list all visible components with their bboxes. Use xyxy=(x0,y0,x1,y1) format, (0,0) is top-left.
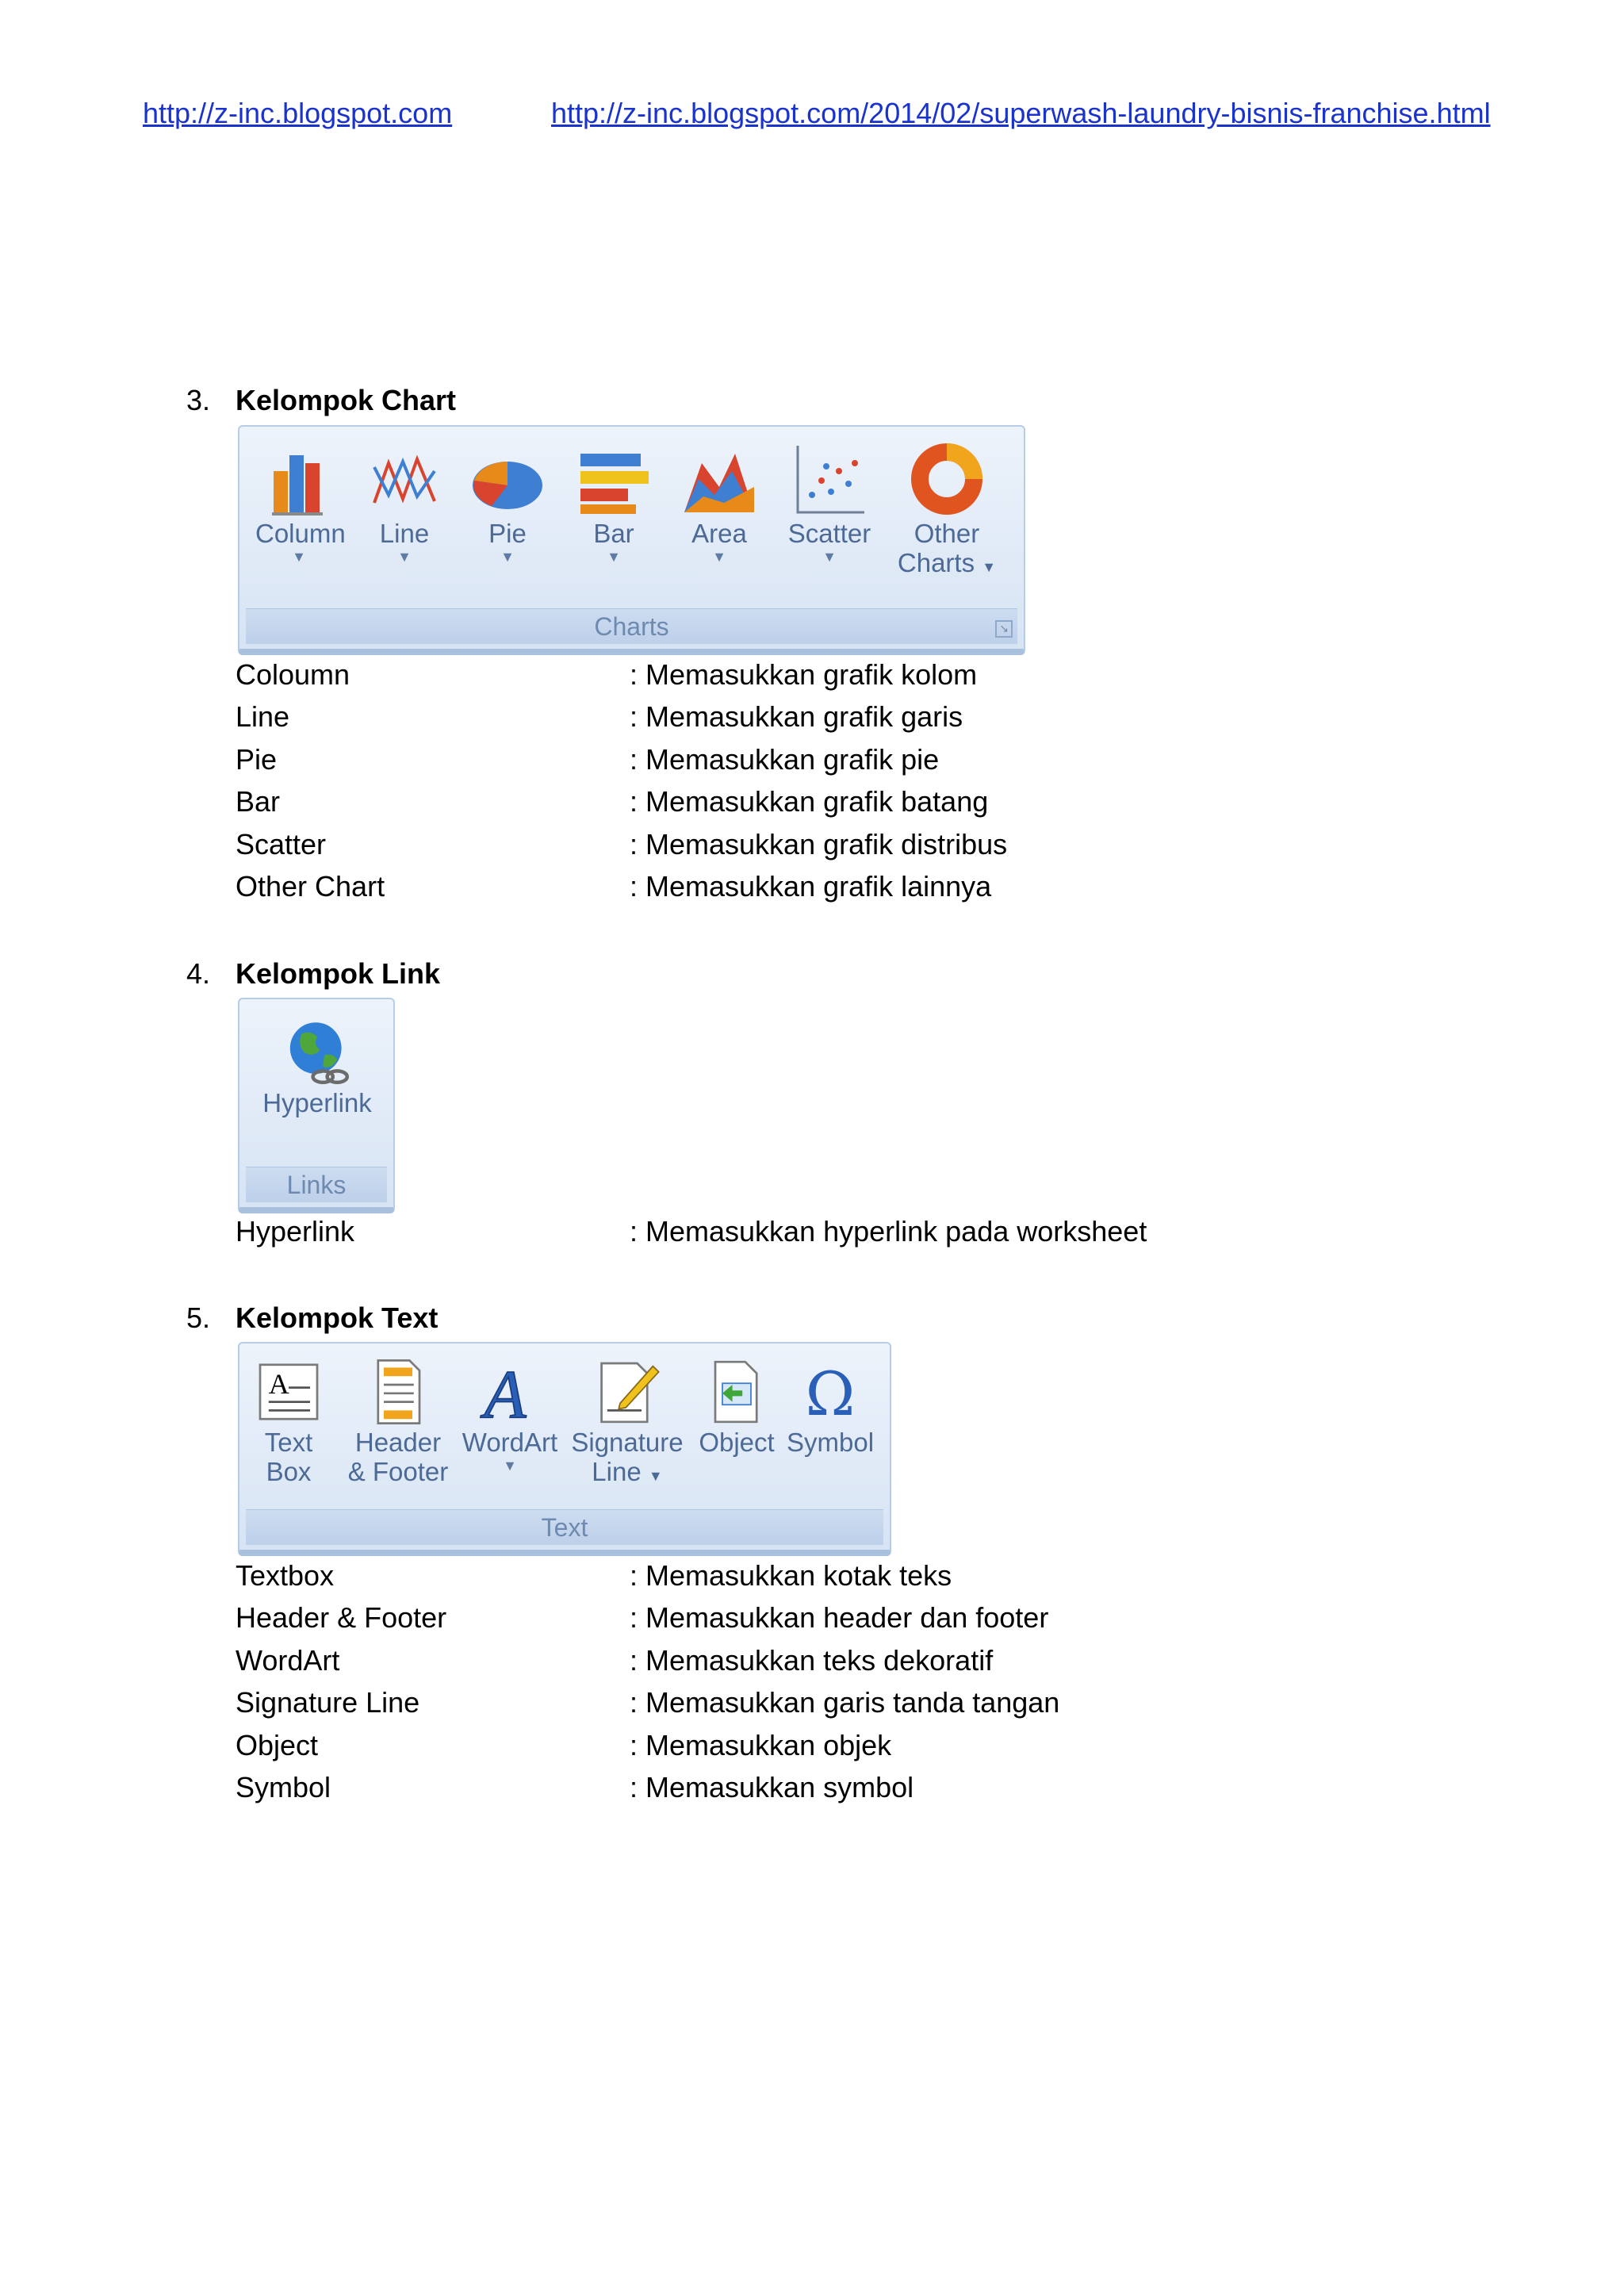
scatter-chart-icon xyxy=(790,439,869,519)
definition-term: Coloumn xyxy=(236,658,350,691)
definition-term: Bar xyxy=(236,785,281,818)
definition-desc: : Memasukkan symbol xyxy=(630,1770,914,1803)
article-link[interactable]: http://z-inc.blogspot.com/2014/02/superwash-laundry-bisnis-franchise.html xyxy=(551,97,1491,129)
dropdown-arrow-icon: ▼ xyxy=(503,1458,517,1474)
definition-desc: : Memasukkan hyperlink pada worksheet xyxy=(630,1215,1147,1248)
button-label-line2: Box xyxy=(266,1457,312,1486)
ribbon-group-label: Text xyxy=(246,1509,883,1545)
section-name: Kelompok Chart xyxy=(236,384,457,416)
svg-text:A: A xyxy=(268,1367,289,1400)
definition-desc: : Memasukkan teks dekoratif xyxy=(630,1643,994,1677)
button-label: Text xyxy=(264,1428,313,1457)
ribbon-group-label: Links xyxy=(246,1167,387,1202)
column-chart-icon xyxy=(259,439,339,519)
svg-text:A: A xyxy=(484,1356,527,1428)
definition-term: Scatter xyxy=(236,827,327,861)
signature-line-icon xyxy=(592,1356,663,1428)
dialog-launcher-icon[interactable]: ↘ xyxy=(995,620,1013,638)
button-label: Object xyxy=(699,1428,775,1457)
definition-term: WordArt xyxy=(236,1643,340,1677)
area-chart-icon xyxy=(680,439,759,519)
other-charts-button[interactable] xyxy=(891,439,1002,582)
pie-chart-button[interactable] xyxy=(468,439,547,565)
button-label: Header xyxy=(354,1428,442,1457)
dropdown-arrow-icon: ▼ xyxy=(397,549,412,565)
home-link[interactable]: http://z-inc.blogspot.com xyxy=(143,97,453,129)
definition-term: Line xyxy=(236,700,290,734)
wordart-button[interactable] xyxy=(458,1356,561,1474)
definition-desc: : Memasukkan grafik distribus xyxy=(630,827,1008,861)
section-number: 5. xyxy=(186,1301,211,1334)
button-label: Area xyxy=(691,519,747,548)
line-chart-button[interactable] xyxy=(365,439,444,565)
header-links xyxy=(143,97,1491,136)
button-label: WordArt xyxy=(462,1428,558,1457)
dropdown-arrow-icon: ▼ xyxy=(712,549,726,565)
definition-term: Hyperlink xyxy=(236,1215,355,1248)
definition-term: Signature Line xyxy=(236,1686,420,1719)
definition-term: Pie xyxy=(236,742,278,776)
definition-term: Header & Footer xyxy=(236,1601,447,1635)
other-charts-icon xyxy=(907,439,986,519)
button-label: Symbol xyxy=(787,1428,875,1457)
button-label: Other xyxy=(914,519,980,548)
text-box-button[interactable] xyxy=(249,1356,328,1486)
button-label: Signature xyxy=(571,1428,684,1457)
column-chart-button[interactable] xyxy=(255,439,346,565)
dropdown-arrow-icon: ▼ xyxy=(822,549,837,565)
definition-term: Other Chart xyxy=(236,869,385,903)
links-ribbon-group xyxy=(238,998,395,1213)
object-icon xyxy=(701,1356,772,1428)
svg-text:Ω: Ω xyxy=(805,1359,856,1428)
signature-line-button[interactable] xyxy=(568,1356,687,1491)
definition-desc: : Memasukkan grafik kolom xyxy=(630,658,978,691)
text-box-icon xyxy=(253,1356,324,1428)
section-number: 3. xyxy=(186,384,211,416)
button-label: Pie xyxy=(488,519,527,548)
button-label: Column xyxy=(255,519,346,548)
object-button[interactable] xyxy=(693,1356,780,1457)
section-name: Kelompok Link xyxy=(236,957,441,990)
bar-chart-button[interactable] xyxy=(574,439,653,565)
wordart-icon xyxy=(474,1356,546,1428)
header-footer-button[interactable] xyxy=(343,1356,454,1486)
definition-desc: : Memasukkan grafik lainnya xyxy=(630,869,992,903)
area-chart-button[interactable] xyxy=(680,439,759,565)
definition-desc: : Memasukkan grafik garis xyxy=(630,700,963,734)
button-label-line2: & Footer xyxy=(347,1457,449,1486)
hyperlink-button[interactable] xyxy=(247,1017,387,1117)
section-number: 4. xyxy=(186,957,211,990)
dropdown-arrow-icon: ▼ xyxy=(500,549,515,565)
scatter-chart-button[interactable] xyxy=(782,439,877,565)
symbol-button[interactable] xyxy=(787,1356,874,1457)
text-ribbon-group xyxy=(238,1342,891,1556)
button-label: Scatter xyxy=(787,519,871,548)
header-footer-icon xyxy=(362,1356,434,1428)
button-label: Line xyxy=(379,519,430,548)
definition-desc: : Memasukkan kotak teks xyxy=(630,1559,952,1592)
section-name: Kelompok Text xyxy=(236,1301,439,1334)
omega-symbol-icon xyxy=(795,1356,866,1428)
definition-term: Object xyxy=(236,1728,319,1761)
definition-desc: : Memasukkan grafik pie xyxy=(630,742,940,776)
definition-term: Textbox xyxy=(236,1559,335,1592)
definition-desc: : Memasukkan header dan footer xyxy=(630,1601,1049,1635)
definition-desc: : Memasukkan objek xyxy=(630,1728,892,1761)
charts-ribbon-group xyxy=(238,425,1025,655)
pie-chart-icon xyxy=(468,439,547,519)
definition-desc: : Memasukkan garis tanda tangan xyxy=(630,1686,1060,1719)
definition-term: Symbol xyxy=(236,1770,331,1803)
dropdown-arrow-icon: ▼ xyxy=(607,549,621,565)
button-label-line2: Line ▼ xyxy=(592,1457,663,1486)
definition-desc: : Memasukkan grafik batang xyxy=(630,785,989,818)
bar-chart-icon xyxy=(574,439,653,519)
ribbon-group-label: Charts xyxy=(246,608,1017,644)
line-chart-icon xyxy=(365,439,444,519)
button-label-line2: Charts ▼ xyxy=(897,548,997,577)
hyperlink-globe-icon xyxy=(282,1017,353,1088)
button-label: Hyperlink xyxy=(262,1088,372,1117)
button-label: Bar xyxy=(593,519,634,548)
dropdown-arrow-icon: ▼ xyxy=(292,549,306,565)
